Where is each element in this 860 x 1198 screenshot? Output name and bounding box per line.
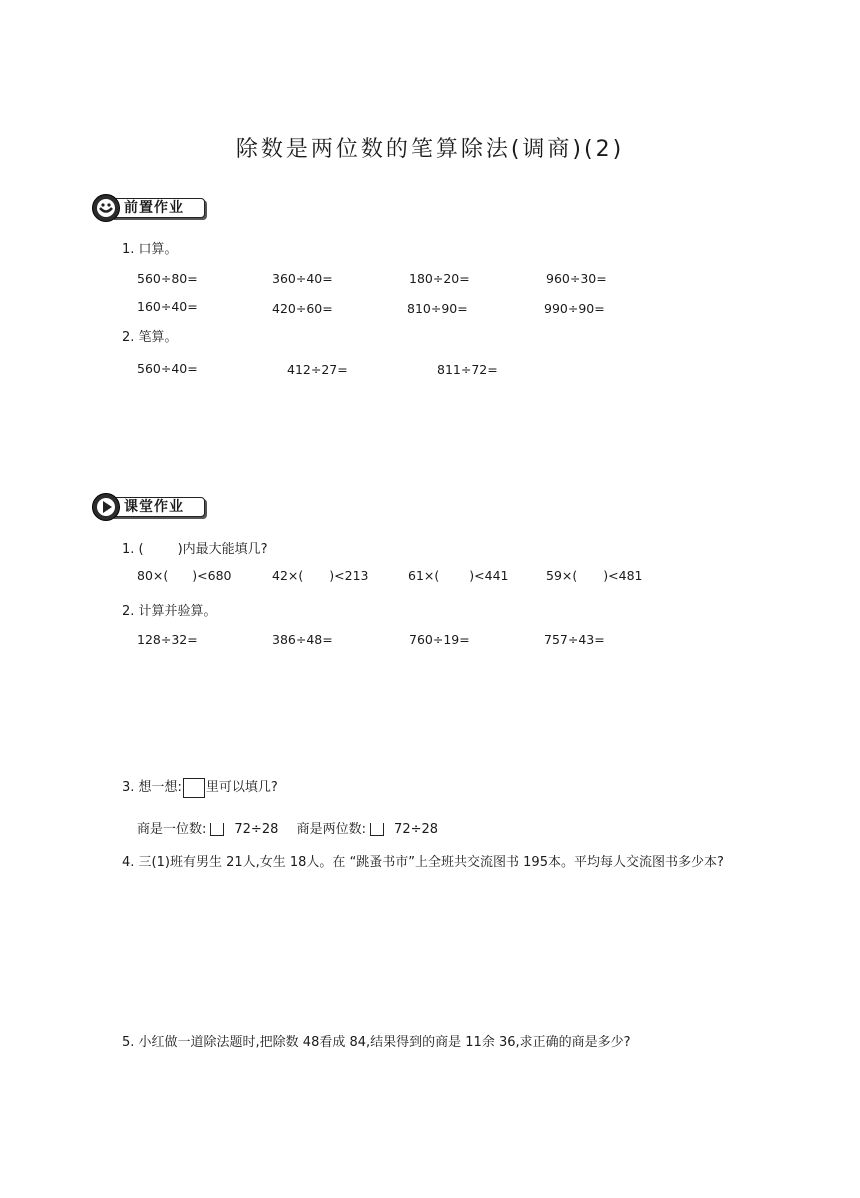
question-label: 1. 口算。 [122, 242, 178, 257]
expression: 386÷48= [272, 632, 333, 647]
expression: 128÷32= [137, 632, 198, 647]
question-label: 3. 想一想: 里可以填几? [122, 776, 278, 798]
word-problem: 5. 小红做一道除法题时,把除数 48看成 84,结果得到的商是 11余 36,求正确的商是多少? [122, 1035, 631, 1050]
expression: 810÷90= [407, 301, 468, 316]
expression: 420÷60= [272, 301, 333, 316]
inequality: 59×( )<481 [546, 568, 643, 583]
expression: 160÷40= [137, 299, 198, 314]
expression: 360÷40= [272, 271, 333, 286]
blank-square [370, 823, 384, 836]
expression: 757÷43= [544, 632, 605, 647]
quotient-conditions: 商是一位数: 72÷28 商是两位数: 72÷28 [137, 822, 439, 837]
word-problem: 4. 三(1)班有男生 21人,女生 18人。在 “跳蚤书市”上全班共交流图书 195本。平均每人交流图书多少本? [122, 855, 724, 870]
page-title: 除数是两位数的笔算除法(调商)(2) [235, 137, 625, 162]
blank-box [183, 778, 205, 798]
section-badge-pre [92, 194, 212, 220]
inequality: 61×( )<441 [408, 568, 509, 583]
expression: 560÷40= [137, 361, 198, 376]
expression: 811÷72= [437, 362, 498, 377]
smile-icon [92, 194, 120, 222]
section-badge-label: 课堂作业 [124, 499, 184, 515]
expression: 560÷80= [137, 271, 198, 286]
expression: 760÷19= [409, 632, 470, 647]
inequality: 42×( )<213 [272, 568, 369, 583]
expression: 990÷90= [544, 301, 605, 316]
play-icon [92, 493, 120, 521]
question-label: 1. ( )内最大能填几? [122, 542, 268, 557]
section-badge-label: 前置作业 [124, 200, 184, 216]
expression: 960÷30= [546, 271, 607, 286]
blank-square [210, 823, 224, 836]
inequality: 80×( )<680 [137, 568, 232, 583]
expression: 180÷20= [409, 271, 470, 286]
question-label: 2. 笔算。 [122, 330, 178, 345]
question-label: 2. 计算并验算。 [122, 604, 217, 619]
section-badge-class [92, 493, 212, 519]
expression: 412÷27= [287, 362, 348, 377]
